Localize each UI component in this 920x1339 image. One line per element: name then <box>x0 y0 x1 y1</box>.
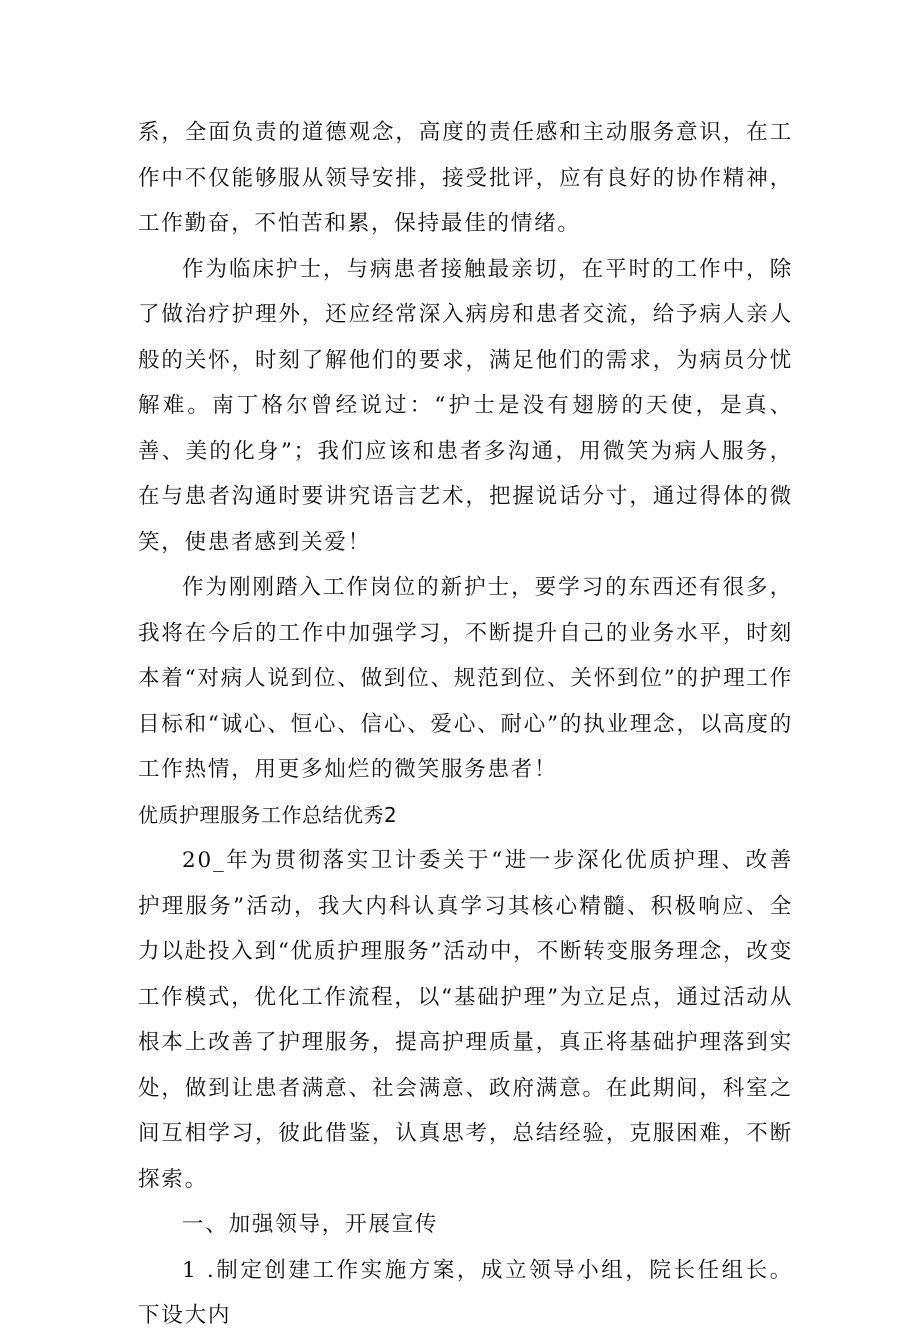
paragraph-continued: 系，全面负责的道德观念，高度的责任感和主动服务意识，在工作中不仅能够服从领导安排，接受批评，应有良好的协作精神，工作勤奋，不怕苦和累，保持最佳的情绪。 <box>138 120 793 236</box>
paragraph-clinical-nurse: 作为临床护士，与病患者接触最亲切，在平时的工作中，除了做治疗护理外，还应经常深入病房和患者交流，给予病人亲人般的关怀，时刻了解他们的要求，满足他们的需求，为病员分忧解难。南丁格尔曾经说过：“护士是没有翅膀的天使，是真、善、美的化身”；我们应该和患者多沟通，用微笑为病人服务，在与患者沟通时要讲究语言艺术，把握说话分寸，通过得体的微笑，使患者感到关爱！ <box>138 256 793 555</box>
subheading-leadership: 一、加强领导，开展宣传 <box>182 1212 439 1237</box>
list-item-1: 1 .制定创建工作实施方案，成立领导小组，院长任组长。下设大内 <box>138 1257 793 1328</box>
paragraph-activity-summary: 20_年为贯彻落实卫计委关于“进一步深化优质护理、改善护理服务”活动，我大内科认真学习其核心精髓、积极响应、全力以赴投入到“优质护理服务”活动中，不断转变服务理念，改变工作模式，优化工作流程，以“基础护理”为立足点，通过活动从根本上改善了护理服务，提高护理质量，真正将基础护理落到实处，做到让患者满意、社会满意、政府满意。在此期间，科室之间互相学习，彼此借鉴，认真思考，总结经验，克服困难，不断探索。 <box>138 848 793 1192</box>
paragraph-new-nurse: 作为刚刚踏入工作岗位的新护士，要学习的东西还有很多，我将在今后的工作中加强学习，不断提升自己的业务水平，时刻本着“对病人说到位、做到位、规范到位、关怀到位”的护理工作目标和“诚心、恒心、信心、爱心、耐心”的执业理念，以高度的工作热情，用更多灿烂的微笑服务患者！ <box>138 575 793 782</box>
document-body <box>138 110 793 1339</box>
section-heading: 优质护理服务工作总结优秀2 <box>138 802 398 827</box>
